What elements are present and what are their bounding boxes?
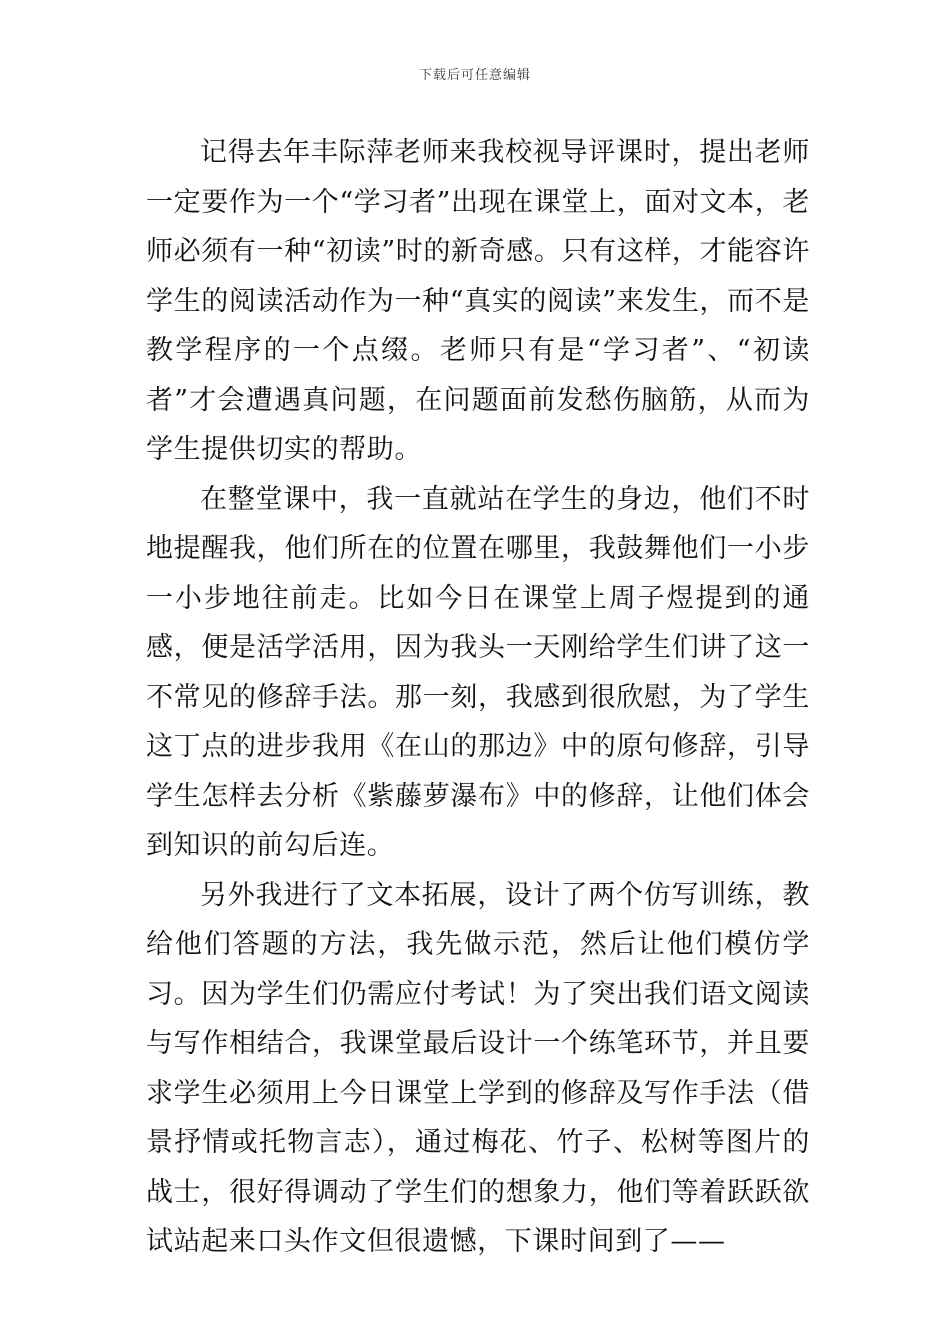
page-header: 下载后可任意编辑 (418, 68, 531, 83)
paragraph-1: 记得去年丰际萍老师来我校视导评课时，提出老师一定要作为一个“学习者”出现在课堂上，面对文本，老师必须有一种“初读”时的新奇感。只有这样，才能容许学生的阅读活动作为一种“真实的阅读”来发生，而不是教学程序的一个点缀。老师只有是“学习者”、“初读者”才会遭遇真问题，在问题面前发愁伤脑筋，从而为学生提供切实的帮助。 (146, 137, 810, 465)
document-body (146, 128, 810, 1267)
paragraph-2: 在整堂课中，我一直就站在学生的身边，他们不时地提醒我，他们所在的位置在哪里，我鼓舞他们一小步一小步地往前走。比如今日在课堂上周子煜提到的通感，便是活学活用，因为我头一天刚给学生们讲了这一不常见的修辞手法。那一刻，我感到很欣慰，为了学生这丁点的进步我用《在山的那边》中的原句修辞，引导学生怎样去分析《紫藤萝瀑布》中的修辞，让他们体会到知识的前勾后连。 (146, 483, 810, 861)
paragraph-3: 另外我进行了文本拓展，设计了两个仿写训练，教给他们答题的方法，我先做示范，然后让他们模仿学习。因为学生们仍需应付考试！为了突出我们语文阅读与写作相结合，我课堂最后设计一个练笔环节，并且要求学生必须用上今日课堂上学到的修辞及写作手法（借景抒情或托物言志），通过梅花、竹子、松树等图片的战士，很好得调动了学生们的想象力，他们等着跃跃欲试站起来口头作文但很遗憾，下课时间到了—— (146, 879, 810, 1257)
